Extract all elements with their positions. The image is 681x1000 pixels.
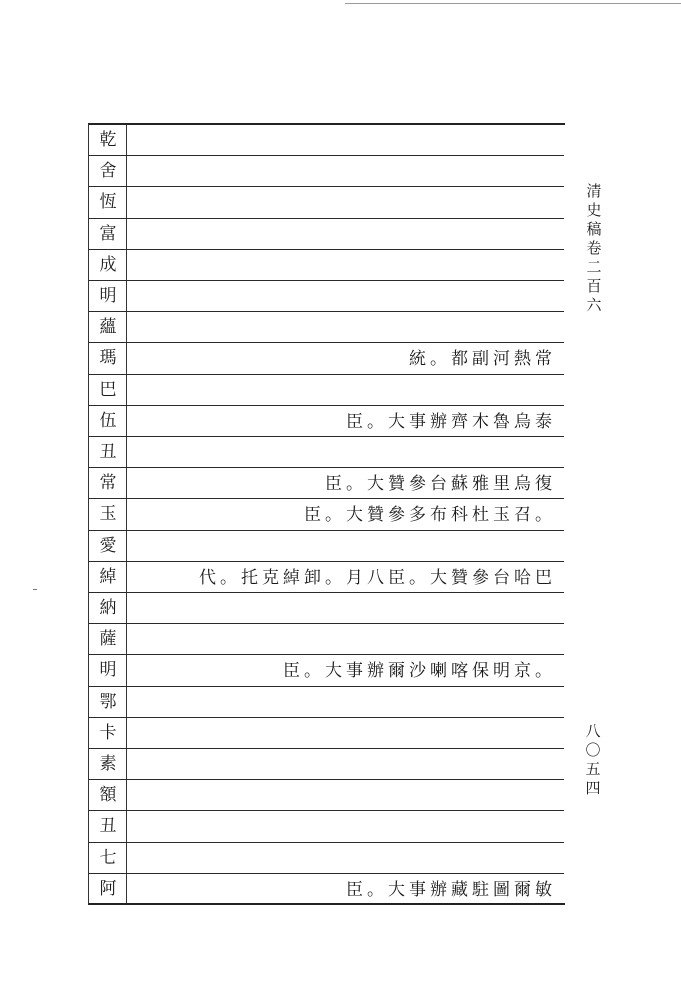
table-row	[89, 437, 564, 468]
table-row	[89, 655, 564, 686]
table-row	[89, 406, 564, 437]
margin-mark	[33, 589, 37, 590]
row-name: 綽	[99, 566, 117, 587]
table-row	[89, 718, 564, 749]
table-row	[89, 468, 564, 499]
running-head-title: 清史稿卷二百六	[586, 182, 602, 314]
row-name: 鄂	[99, 691, 117, 712]
row-name: 納	[99, 598, 117, 618]
table-row	[89, 499, 564, 530]
table-row	[89, 219, 564, 250]
row-name: 丑	[99, 816, 117, 837]
row-name: 七	[99, 847, 117, 868]
table-row	[89, 562, 564, 593]
row-name: 明	[99, 660, 117, 681]
row-name: 常	[99, 473, 117, 494]
row-name: 巴	[99, 379, 117, 400]
row-name: 玉	[99, 504, 117, 525]
row-entry: 統。都副河熱常	[409, 349, 556, 370]
row-entry: 臣。大事辦藏駐圖爾敏	[346, 879, 556, 900]
table-row	[89, 624, 564, 655]
row-name: 富	[99, 223, 117, 244]
table-row	[89, 156, 564, 187]
table-row	[89, 250, 564, 281]
table-row	[89, 687, 564, 718]
row-name: 愛	[99, 535, 117, 556]
row-name: 卡	[99, 722, 117, 743]
row-entry: 臣。大事辦爾沙喇喀保明京。	[283, 661, 556, 682]
table-row	[89, 749, 564, 780]
row-name: 阿	[99, 878, 117, 899]
row-name: 丑	[99, 442, 117, 462]
table-row	[89, 843, 564, 874]
table-row	[89, 593, 564, 624]
row-name: 素	[99, 754, 117, 774]
top-rule	[345, 3, 681, 4]
table-row	[89, 780, 564, 811]
row-name: 舍	[99, 161, 117, 182]
table-row	[89, 312, 564, 343]
page-number: 八〇五四	[585, 722, 601, 797]
table-row	[89, 874, 564, 905]
table-row	[89, 343, 564, 374]
table-row	[89, 811, 564, 842]
row-name: 額	[99, 785, 117, 806]
row-name: 伍	[99, 410, 117, 431]
row-entry: 代。托克綽卸。月八臣。大贊參台哈巴	[199, 567, 556, 588]
row-name: 蘊	[99, 317, 117, 338]
row-entry: 臣。大贊參多布科杜玉召。	[304, 505, 556, 526]
table-row	[89, 531, 564, 562]
table-row	[89, 187, 564, 218]
row-name: 薩	[99, 629, 117, 650]
row-entry: 臣。大事辦齊木魯烏泰	[346, 411, 556, 432]
ministers-table	[88, 123, 565, 905]
row-name: 乾	[99, 130, 117, 150]
table-row	[89, 375, 564, 406]
row-name: 成	[99, 254, 117, 275]
row-entry: 臣。大贊參台蘇雅里烏復	[325, 474, 556, 495]
row-name: 瑪	[99, 348, 117, 369]
table-row	[89, 125, 564, 156]
table-row	[89, 281, 564, 312]
row-name: 明	[99, 286, 117, 306]
row-name: 恆	[99, 192, 117, 213]
